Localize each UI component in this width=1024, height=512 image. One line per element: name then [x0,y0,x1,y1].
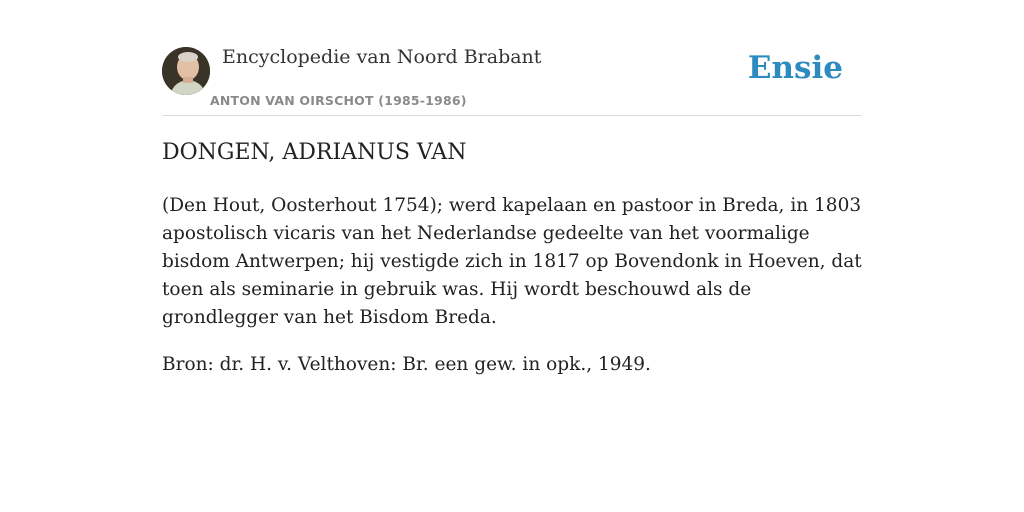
entry-body: (Den Hout, Oosterhout 1754); werd kapelaan en pastoor in Breda, in 1803 apostolisch vicaris van het Nederlandse gedeelte van het voormalige bisdom Antwerpen; hij vestigde zich in 1817 op Bovendonk in Hoeven, dat toen als seminarie in gebruik was. Hij wordt beschouwd als de grondlegger van het Bisdom Breda. [162,195,862,328]
ensie-logo[interactable]: Ensie [747,50,843,86]
author-avatar [162,47,210,95]
entry-title: DONGEN, ADRIANUS VAN [162,140,467,165]
book-title[interactable]: Encyclopedie van Noord Brabant [222,46,542,68]
author-name[interactable]: ANTON VAN OIRSCHOT (1985-1986) [210,93,467,108]
entry-source: Bron: dr. H. v. Velthoven: Br. een gew. in opk., 1949. [162,354,651,375]
header-divider [162,115,862,116]
